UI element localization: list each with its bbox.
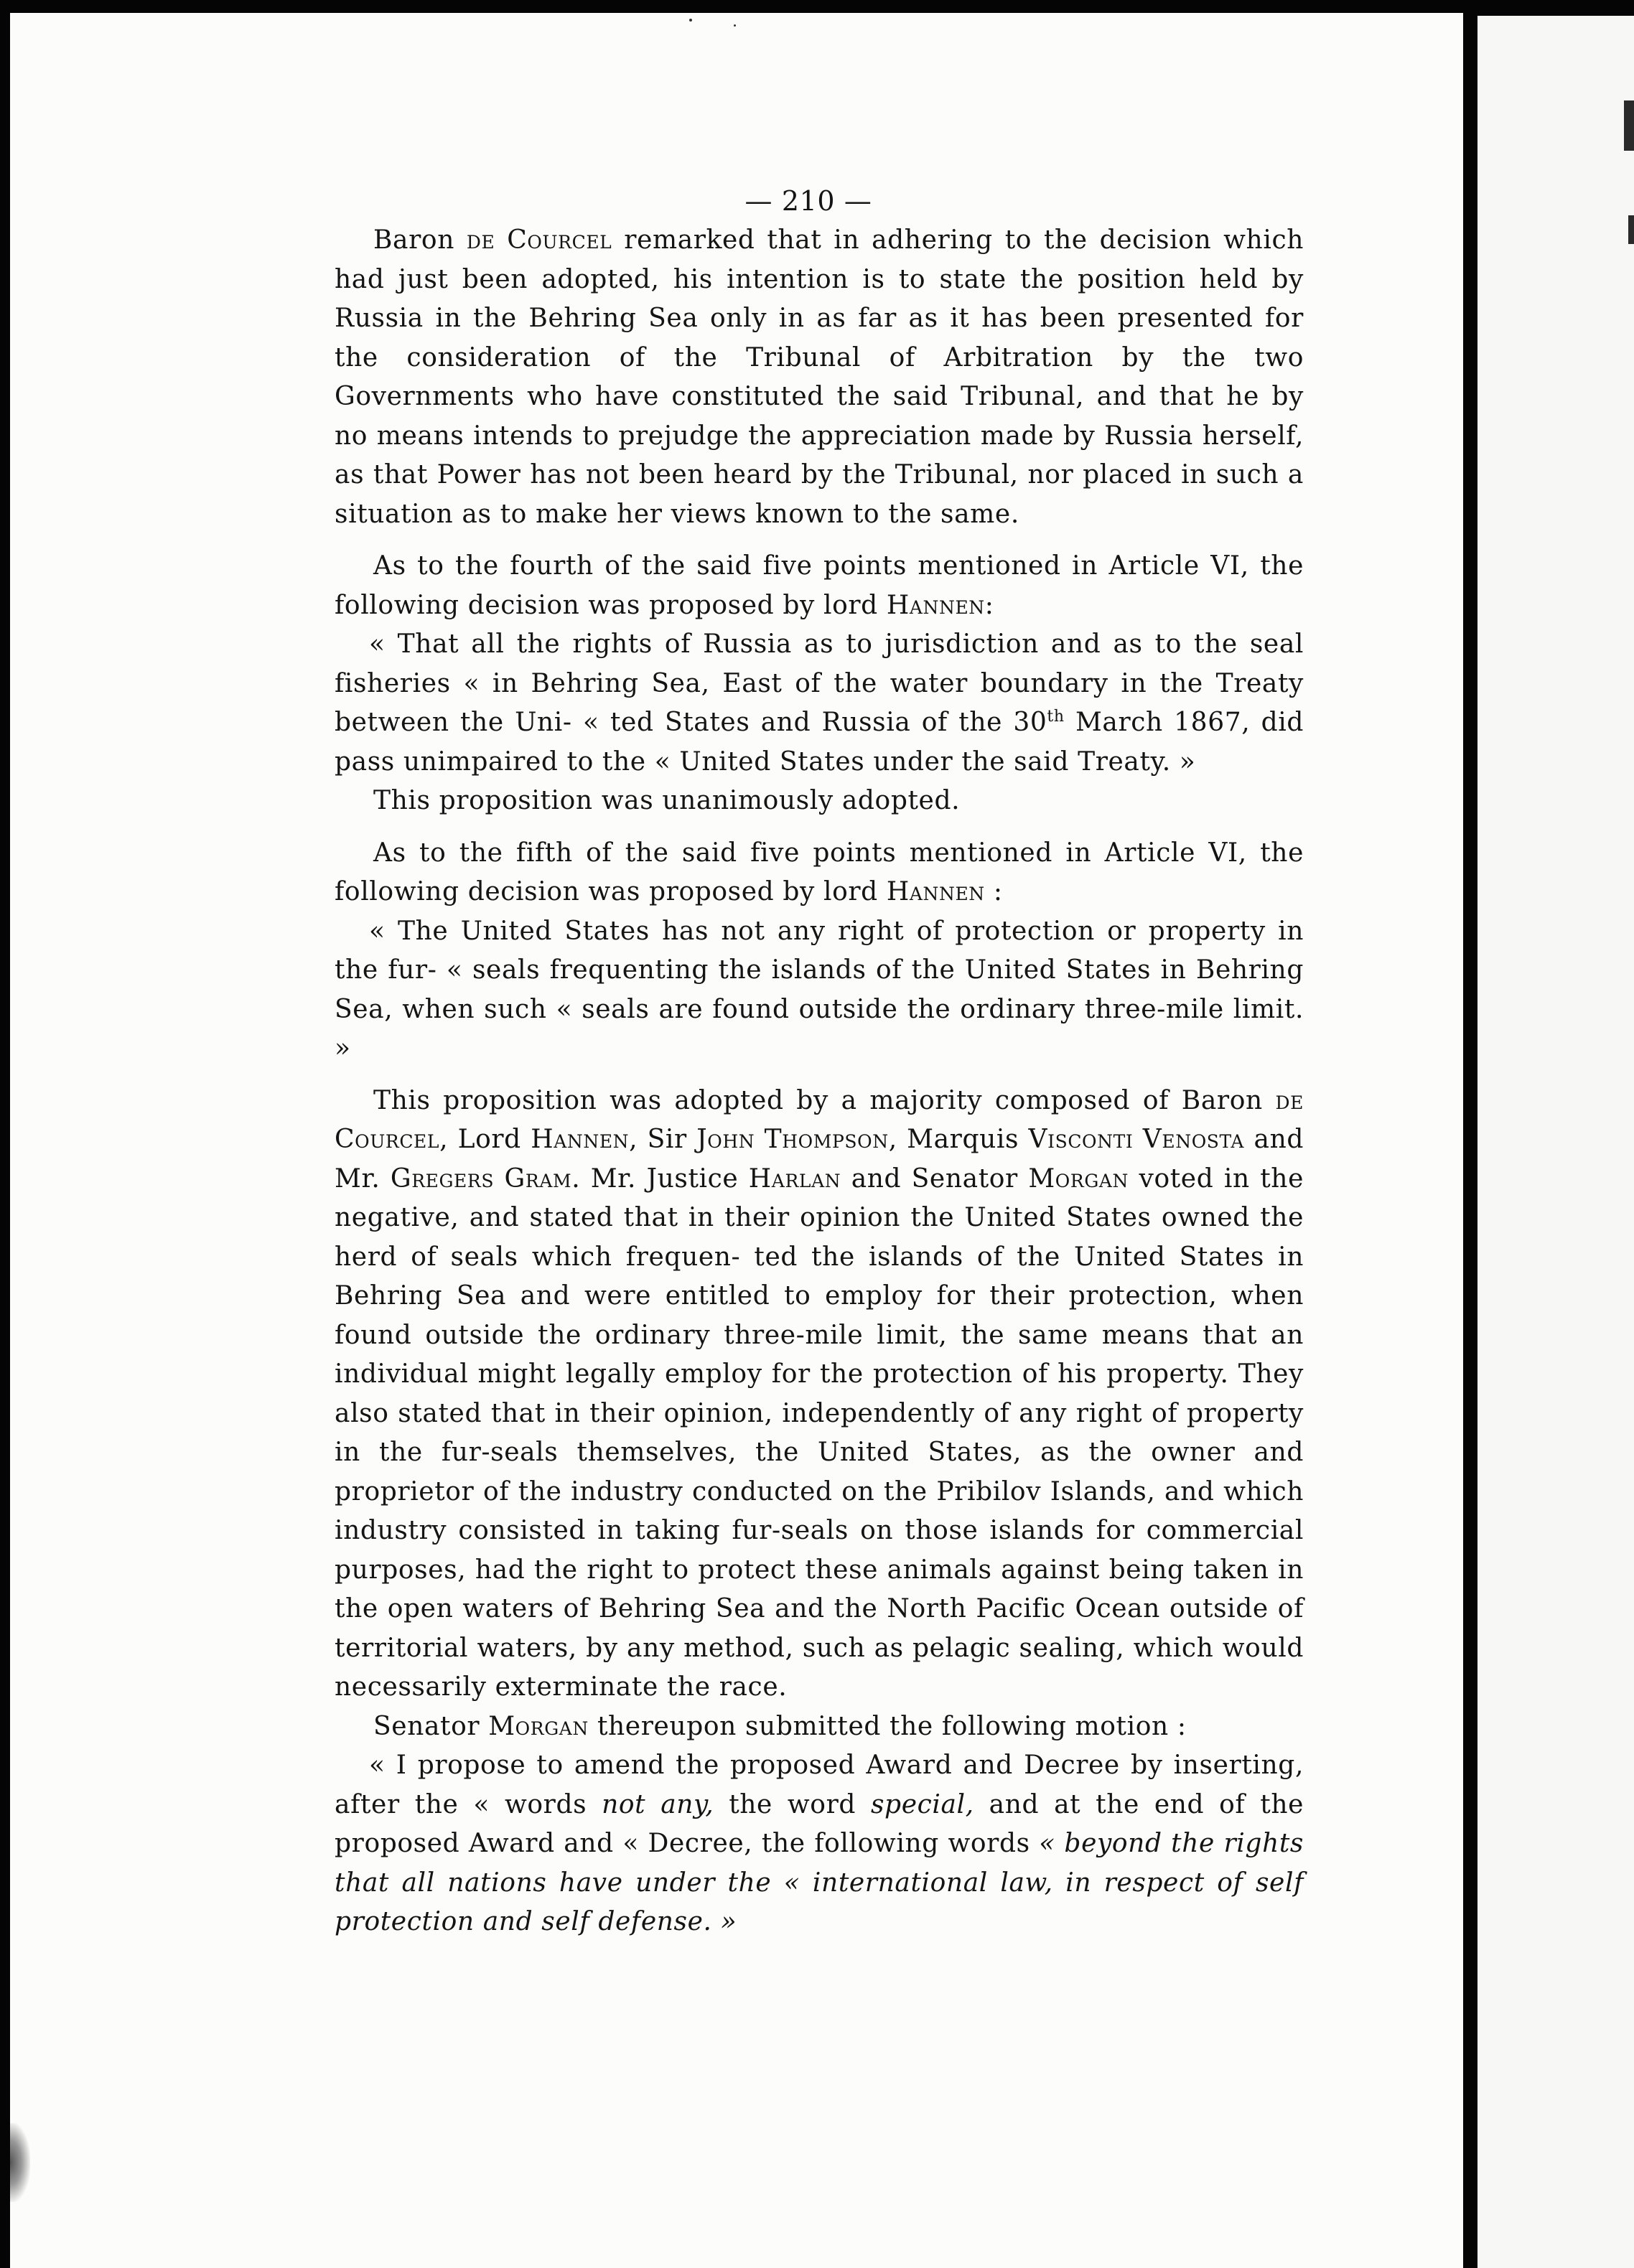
paragraph-unanimously-adopted: This proposition was unanimously adopted. [373, 786, 961, 815]
quote-fourth-point-decision: « That all the rights of Russia as to jurisdiction and as to the seal fisheries « in Behring Sea, East of the water boundary in the Treaty between the Uni- « ted States and Russia of the 30th March 1867, did pass unimpaired to the « United States under the said Treaty. » [335, 629, 1304, 777]
dust-speck [689, 19, 692, 22]
paragraph-morgan-motion: Senator Morgan thereupon submitted the following motion : [373, 1711, 1187, 1741]
facing-page-ink-mark [1624, 100, 1634, 151]
facing-page-ink-mark [1628, 215, 1634, 244]
page-number: — 210 — [744, 185, 872, 217]
paragraph-fifth-point: As to the fifth of the said five points mentioned in Article VI, the following decision was proposed by lord Hannen : [335, 838, 1304, 906]
paragraph-majority-vote: This proposition was adopted by a majority composed of Baron de Courcel, Lord Hannen, Sir John Thompson, Marquis Visconti Venosta and Mr. Gregers Gram. Mr. Justice Harlan and Senator Morgan voted in the negative, and stated that in their opinion the United States owned the herd of seals which frequen- ted the islands of the United States in Behring Sea and were entitled to employ for their protection, when found outside the ordinary three-mile limit, the same means that an individual might legally employ for the protection of his property. They also stated that in their opinion, independently of any right of property in the fur-seals themselves, the United States, as the owner and proprietor of the industry conducted on the Pribilov Islands, and which industry consisted in taking fur-seals on those islands for commercial purposes, had the right to protect these animals against being taken in the open waters of Behring Sea and the North Pacific Ocean outside of territorial waters, by any method, such as pelagic sealing, which would necessarily exterminate the race. [335, 1085, 1304, 1702]
quote-fifth-point-decision: « The United States has not any right of protection or property in the fur- « seals frequenting the islands of the United States in Behring Sea, when such « seals are found outside the ordinary three-mile limit. » [335, 916, 1304, 1063]
paragraph-de-courcel-remark: Baron de Courcel remarked that in adhering to the decision which had just been adopted, his intention is to state the position held by Russia in the Behring Sea only in as far as it has been presented for the consideration of the Tribunal of Arbitration by the two Governments who have constituted the said Tribunal, and that he by no means intends to prejudge the appreciation made by Russia herself, as that Power has not been heard by the Tribunal, nor placed in such a situation as to make her views known to the same. [335, 225, 1304, 529]
binding-shadow [10, 2123, 30, 2202]
quote-morgan-amendment: « I propose to amend the proposed Award and Decree by inserting, after the « words not any, the word special, and at the end of the proposed Award and « Decree, the following words « beyond the rights that all nations have under the « international law, in respect of self protection and self defense. » [335, 1751, 1304, 1936]
dust-speck [734, 24, 736, 27]
book-page [10, 13, 1463, 2268]
paragraph-fourth-point: As to the fourth of the said five points mentioned in Article VI, the following decision was proposed by lord Hannen: [335, 551, 1304, 620]
page-text [335, 181, 1304, 1942]
facing-page-edge [1477, 16, 1634, 2268]
